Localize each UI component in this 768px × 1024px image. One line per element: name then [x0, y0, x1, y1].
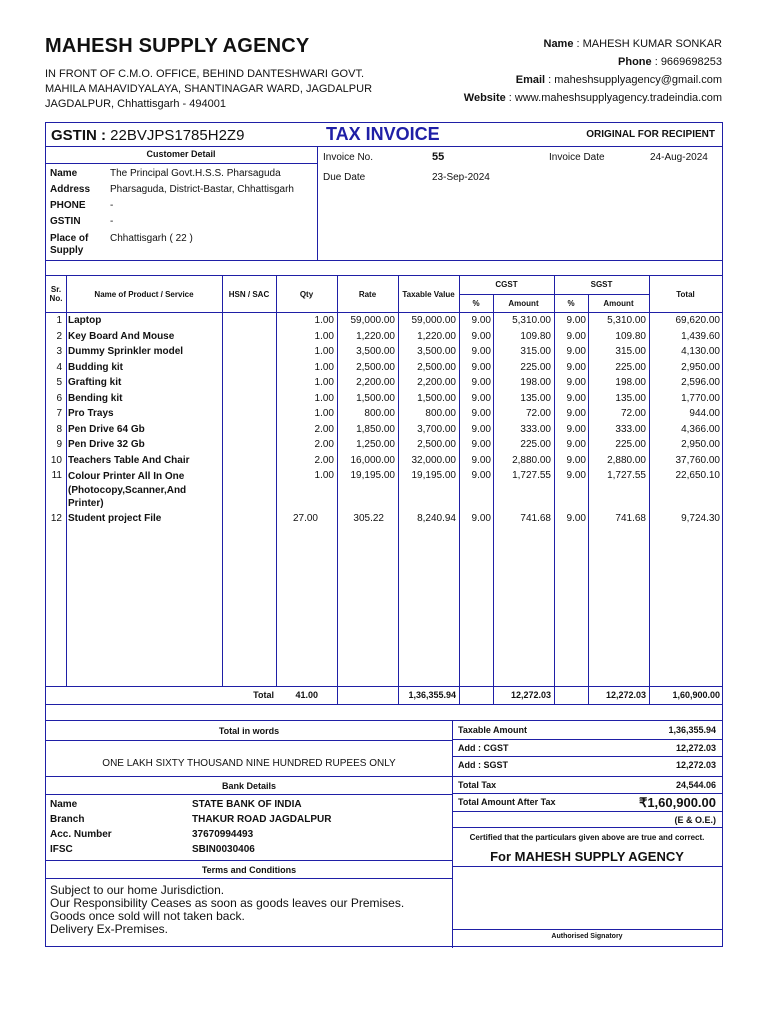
cell-sgst-pct: 9.00 — [566, 423, 586, 435]
contact-block: Name : MAHESH KUMAR SONKAR Phone : 9669698253 Email : maheshsupplyagency@gmail.com Website : www.maheshsupplyagency.tradeindia.com — [463, 38, 722, 104]
col-sgst-pct-header: % — [567, 299, 575, 308]
cell-name: Dummy Sprinkler model — [68, 346, 184, 357]
authorised-signatory: Authorised Signatory — [551, 933, 623, 940]
bank-ifsc-label: IFSC — [50, 844, 73, 855]
address-line: JAGDALPUR, Chhattisgarh - 494001 — [45, 98, 226, 110]
cell-sr: 2 — [56, 330, 62, 342]
col-sgst-amt-header: Amount — [603, 299, 634, 308]
cell-rate: 800.00 — [364, 408, 395, 419]
cell-total: 2,596.00 — [681, 377, 720, 388]
cell-rate: 1,250.00 — [356, 439, 395, 450]
divider — [46, 163, 317, 164]
customer-address: Pharsaguda, District-Bastar, Chhattisgarh — [110, 184, 294, 195]
col-taxable-header: Taxable Value — [402, 290, 455, 299]
cell-sgst-pct: 9.00 — [566, 377, 586, 388]
cell-total: 22,650.10 — [675, 470, 720, 481]
cell-cgst-pct: 9.00 — [471, 408, 491, 419]
cell-cgst-pct: 9.00 — [471, 470, 491, 481]
col-cgst-header: CGST — [495, 280, 518, 289]
cell-taxable: 2,500.00 — [417, 361, 456, 373]
customer-gstin: - — [110, 216, 114, 227]
cell-name: Laptop — [68, 315, 102, 326]
col-rate-header: Rate — [358, 290, 377, 299]
cell-sr: 7 — [56, 408, 62, 419]
bank-acc-row — [50, 829, 254, 840]
summary-taxable: 1,36,355.94 — [668, 725, 716, 735]
gstin-line — [51, 127, 244, 144]
cell-cgst-amt: 1,727.55 — [512, 470, 551, 481]
cell-rate: 1,500.00 — [356, 392, 395, 404]
contact-email: maheshsupplyagency@gmail.com — [554, 74, 722, 86]
divider — [452, 929, 722, 930]
cell-taxable: 1,500.00 — [417, 392, 456, 404]
cell-sr: 5 — [56, 377, 62, 388]
summary-total-tax-row — [458, 780, 722, 790]
summary-eoe: (E & O.E.) — [674, 815, 716, 825]
cell-cgst-pct: 9.00 — [471, 361, 491, 373]
cell-taxable: 800.00 — [425, 408, 456, 419]
cell-total: 944.00 — [689, 408, 720, 419]
cell-sr: 4 — [56, 361, 62, 373]
cell-total: 2,950.00 — [681, 361, 720, 373]
divider — [452, 756, 722, 757]
cell-qty: 2.00 — [314, 439, 334, 450]
table-row — [46, 344, 722, 360]
cell-rate: 2,200.00 — [356, 377, 395, 388]
invoice-date: 24-Aug-2024 — [650, 152, 708, 163]
customer-phone: - — [110, 200, 114, 211]
summary-total-tax-label: Total Tax — [458, 780, 497, 790]
cell-sgst-pct: 9.00 — [566, 454, 586, 466]
terms-line: Delivery Ex-Premises. — [50, 922, 169, 936]
bank-ifsc: SBIN0030406 — [192, 844, 255, 855]
bank-branch-label: Branch — [50, 814, 85, 825]
customer-heading: Customer Detail — [146, 149, 216, 159]
cell-cgst-amt: 198.00 — [520, 377, 551, 388]
terms-line: Goods once sold will not taken back. — [50, 909, 245, 923]
cell-qty: 1.00 — [314, 392, 334, 404]
cell-sgst-amt: 198.00 — [615, 377, 646, 388]
col-hsn-header: HSN / SAC — [228, 290, 270, 299]
table-row — [46, 406, 722, 422]
terms-list — [50, 884, 404, 936]
cell-total: 9,724.30 — [681, 513, 720, 524]
cell-total: 69,620.00 — [675, 315, 720, 326]
summary-after-tax-row — [458, 795, 722, 810]
cell-sgst-pct: 9.00 — [566, 330, 586, 342]
table-row — [46, 313, 722, 329]
divider — [452, 811, 722, 812]
cell-cgst-pct: 9.00 — [471, 392, 491, 404]
cell-cgst-amt: 225.00 — [520, 361, 551, 373]
cell-name: Budding kit — [68, 361, 123, 373]
for-company: For MAHESH SUPPLY AGENCY — [490, 849, 684, 864]
gstin-value: 22BVJPS1785H2Z9 — [110, 127, 245, 144]
divider — [46, 776, 452, 777]
cell-cgst-pct: 9.00 — [471, 315, 491, 326]
invoice-date-label: Invoice Date — [549, 152, 605, 163]
bank-acc: 37670994493 — [192, 829, 254, 840]
cell-sgst-pct: 9.00 — [566, 408, 586, 419]
col-qty-header: Qty — [299, 290, 314, 299]
cell-taxable: 1,220.00 — [417, 330, 456, 342]
contact-phone-label: Phone — [618, 56, 652, 68]
summary-sgst: 12,272.03 — [675, 760, 716, 770]
cell-rate: 1,220.00 — [356, 330, 395, 342]
cell-name: Student project File — [68, 513, 162, 524]
cell-total: 4,130.00 — [681, 346, 720, 357]
cell-sgst-amt: 5,310.00 — [607, 315, 646, 326]
customer-place-label: Place of Supply — [50, 233, 89, 256]
cell-sr: 10 — [50, 454, 62, 466]
customer-place: Chhattisgarh ( 22 ) — [110, 233, 193, 244]
cell-sgst-amt: 135.00 — [615, 392, 646, 404]
divider — [46, 794, 452, 795]
cell-qty: 2.00 — [314, 423, 334, 435]
cell-qty: 2.00 — [314, 454, 334, 466]
invoice-no-label: Invoice No. — [323, 152, 374, 163]
table-row — [46, 360, 722, 376]
cell-taxable: 32,000.00 — [411, 454, 456, 466]
divider — [452, 866, 722, 867]
col-cgst-pct-header: % — [472, 299, 480, 308]
cell-name: Colour Printer All In One (Photocopy,Scanner,And Printer) — [68, 471, 187, 509]
cell-sgst-pct: 9.00 — [566, 392, 586, 404]
cell-cgst-pct: 9.00 — [471, 377, 491, 388]
divider — [46, 860, 452, 861]
cell-sgst-amt: 333.00 — [615, 423, 646, 435]
totals-qty: 41.00 — [295, 690, 318, 700]
cell-name: Pro Trays — [68, 408, 114, 419]
cell-qty: 1.00 — [314, 315, 334, 326]
summary-taxable-row — [458, 725, 722, 735]
cell-taxable: 3,700.00 — [417, 423, 456, 435]
customer-name: The Principal Govt.H.S.S. Pharsaguda — [110, 168, 281, 179]
bank-acc-label: Acc. Number — [50, 829, 112, 840]
divider — [46, 878, 452, 879]
totals-cgst: 12,272.03 — [510, 690, 551, 700]
copy-label: ORIGINAL FOR RECIPIENT — [586, 129, 715, 140]
divider — [46, 260, 722, 261]
due-date-label: Due Date — [323, 172, 366, 183]
summary-after-tax: ₹1,60,900.00 — [639, 795, 716, 810]
totals-sgst: 12,272.03 — [605, 690, 646, 700]
cell-cgst-amt: 333.00 — [520, 423, 551, 435]
invoice-no: 55 — [432, 151, 445, 163]
customer-gstin-label: GSTIN — [50, 216, 81, 227]
cell-sgst-amt: 109.80 — [615, 330, 646, 342]
summary-cgst: 12,272.03 — [675, 743, 716, 753]
table-row — [46, 375, 722, 391]
col-name-header: Name of Product / Service — [94, 290, 194, 299]
contact-website-label: Website — [463, 92, 506, 104]
cell-total: 2,950.00 — [681, 439, 720, 450]
cell-taxable: 59,000.00 — [411, 315, 456, 326]
col-total-header: Total — [676, 290, 695, 299]
cell-qty: 1.00 — [314, 330, 334, 342]
totals-label: Total — [253, 690, 274, 700]
cell-sgst-pct: 9.00 — [566, 439, 586, 450]
col-sr-header: Sr. No. — [49, 285, 63, 303]
customer-address-label: Address — [50, 184, 91, 195]
cell-name: Pen Drive 64 Gb — [68, 423, 145, 435]
cell-sgst-amt: 741.68 — [615, 513, 646, 524]
table-row — [46, 453, 722, 469]
summary-sgst-row — [458, 760, 722, 770]
cell-qty: 1.00 — [314, 377, 334, 388]
cell-rate: 3,500.00 — [356, 346, 395, 357]
cell-sr: 1 — [56, 315, 62, 326]
company-address — [45, 67, 405, 112]
customer-name-row — [50, 168, 281, 179]
cell-cgst-pct: 9.00 — [471, 513, 491, 524]
cell-sgst-amt: 2,880.00 — [607, 454, 646, 466]
divider — [46, 686, 722, 687]
cell-taxable: 19,195.00 — [411, 470, 456, 481]
customer-name-label: Name — [50, 168, 78, 179]
divider — [452, 793, 722, 794]
cell-name: Bending kit — [68, 392, 123, 404]
summary-total-tax: 24,544.06 — [675, 780, 716, 790]
divider — [46, 720, 722, 721]
cell-sgst-pct: 9.00 — [566, 470, 586, 481]
contact-name-label: Name — [543, 38, 574, 50]
customer-phone-label: PHONE — [50, 200, 86, 211]
cell-qty: 1.00 — [314, 346, 334, 357]
cell-rate: 2,500.00 — [356, 361, 395, 373]
cell-total: 1,439.60 — [681, 330, 720, 342]
cell-cgst-pct: 9.00 — [471, 346, 491, 357]
cell-taxable: 2,200.00 — [417, 377, 456, 388]
contact-website: www.maheshsupplyagency.tradeindia.com — [514, 92, 722, 104]
customer-place-row — [50, 233, 193, 257]
cell-sgst-amt: 315.00 — [615, 346, 646, 357]
divider — [46, 740, 452, 741]
cell-cgst-amt: 5,310.00 — [512, 315, 551, 326]
cell-qty: 1.00 — [314, 470, 334, 481]
cell-sgst-amt: 225.00 — [615, 361, 646, 373]
divider — [317, 146, 318, 260]
cell-sgst-amt: 225.00 — [615, 439, 646, 450]
amount-in-words: ONE LAKH SIXTY THOUSAND NINE HUNDRED RUPEES ONLY — [102, 758, 396, 769]
contact-name: MAHESH KUMAR SONKAR — [582, 38, 722, 50]
cell-name: Teachers Table And Chair — [68, 454, 190, 466]
cell-taxable: 2,500.00 — [417, 439, 456, 450]
cell-qty: 27.00 — [292, 513, 318, 524]
cell-rate: 16,000.00 — [350, 454, 395, 466]
cell-sgst-amt: 72.00 — [620, 408, 646, 419]
table-row — [46, 422, 722, 438]
summary-cgst-row — [458, 743, 722, 753]
divider — [46, 704, 722, 705]
table-row — [46, 468, 722, 514]
cell-taxable: 8,240.94 — [417, 513, 456, 524]
cell-cgst-amt: 135.00 — [520, 392, 551, 404]
invoice-frame — [45, 122, 723, 947]
cell-qty: 1.00 — [314, 361, 334, 373]
cell-rate: 305.22 — [353, 513, 384, 524]
bank-branch-row — [50, 814, 332, 825]
table-row — [46, 391, 722, 407]
bank-name: STATE BANK OF INDIA — [192, 799, 302, 810]
certification-text: Certified that the particulars given above are true and correct. — [469, 833, 705, 842]
cell-sgst-pct: 9.00 — [566, 513, 586, 524]
contact-email-label: Email — [515, 74, 546, 86]
cell-total: 4,366.00 — [681, 423, 720, 435]
cell-cgst-pct: 9.00 — [471, 454, 491, 466]
cell-cgst-pct: 9.00 — [471, 330, 491, 342]
bank-name-row — [50, 799, 302, 810]
cell-sgst-pct: 9.00 — [566, 361, 586, 373]
divider — [46, 146, 722, 147]
cell-total: 37,760.00 — [675, 454, 720, 466]
totals-grand: 1,60,900.00 — [672, 690, 720, 700]
terms-line: Our Responsibility Ceases as soon as goods leaves our Premises. — [50, 896, 405, 910]
divider — [452, 776, 722, 777]
terms-line: Subject to our home Jurisdiction. — [50, 883, 225, 897]
invoice-title: TAX INVOICE — [326, 124, 440, 144]
bank-ifsc-row — [50, 844, 255, 855]
address-line: MAHILA MAHAVIDYALAYA, SHANTINAGAR WARD, JAGDALPUR — [45, 83, 373, 95]
cell-cgst-amt: 2,880.00 — [512, 454, 551, 466]
table-row — [46, 329, 722, 345]
cell-sr: 3 — [56, 346, 62, 357]
cell-rate: 59,000.00 — [350, 315, 395, 326]
cell-name: Pen Drive 32 Gb — [68, 439, 145, 450]
cell-cgst-amt: 225.00 — [520, 439, 551, 450]
cell-sr: 9 — [56, 439, 62, 450]
terms-heading: Terms and Conditions — [201, 865, 297, 875]
customer-phone-row — [50, 200, 113, 211]
totals-row — [46, 688, 722, 704]
cell-sr: 8 — [56, 423, 62, 435]
cell-cgst-amt: 315.00 — [520, 346, 551, 357]
cell-total: 1,770.00 — [681, 392, 720, 404]
cell-name: Grafting kit — [68, 377, 122, 388]
customer-gstin-row — [50, 216, 113, 227]
cell-sr: 12 — [50, 513, 62, 524]
totals-taxable: 1,36,355.94 — [408, 690, 456, 700]
table-row — [46, 511, 722, 527]
cell-cgst-pct: 9.00 — [471, 423, 491, 435]
customer-address-row — [50, 184, 294, 195]
cell-rate: 1,850.00 — [356, 423, 395, 435]
cell-cgst-amt: 72.00 — [525, 408, 551, 419]
summary-taxable-label: Taxable Amount — [458, 725, 528, 735]
cell-sr: 11 — [51, 470, 62, 481]
bank-branch: THAKUR ROAD JAGDALPUR — [192, 814, 332, 825]
cell-cgst-amt: 109.80 — [520, 330, 551, 342]
cell-sgst-pct: 9.00 — [566, 315, 586, 326]
address-line: IN FRONT OF C.M.O. OFFICE, BEHIND DANTESHWARI GOVT. — [45, 68, 365, 80]
cell-cgst-amt: 741.68 — [520, 513, 551, 524]
col-cgst-amt-header: Amount — [508, 299, 539, 308]
col-sgst-header: SGST — [590, 280, 613, 289]
summary-sgst-label: Add : SGST — [458, 760, 508, 770]
cell-taxable: 3,500.00 — [417, 346, 456, 357]
divider — [452, 827, 722, 828]
bank-name-label: Name — [50, 799, 78, 810]
cell-qty: 1.00 — [314, 408, 334, 419]
contact-phone: 9669698253 — [660, 56, 722, 68]
gstin-label: GSTIN : — [51, 127, 106, 144]
summary-after-tax-label: Total Amount After Tax — [458, 797, 556, 807]
company-name: MAHESH SUPPLY AGENCY — [45, 35, 310, 57]
cell-rate: 19,195.00 — [350, 470, 395, 481]
bank-heading: Bank Details — [221, 781, 277, 791]
table-row — [46, 437, 722, 453]
cell-sr: 6 — [56, 392, 62, 404]
summary-cgst-label: Add : CGST — [458, 743, 509, 753]
words-heading: Total in words — [218, 726, 280, 736]
divider — [452, 739, 722, 740]
cell-sgst-pct: 9.00 — [566, 346, 586, 357]
cell-name: Key Board And Mouse — [68, 330, 175, 342]
due-date: 23-Sep-2024 — [432, 172, 490, 183]
cell-cgst-pct: 9.00 — [471, 439, 491, 450]
cell-sgst-amt: 1,727.55 — [607, 470, 646, 481]
divider — [46, 275, 722, 276]
